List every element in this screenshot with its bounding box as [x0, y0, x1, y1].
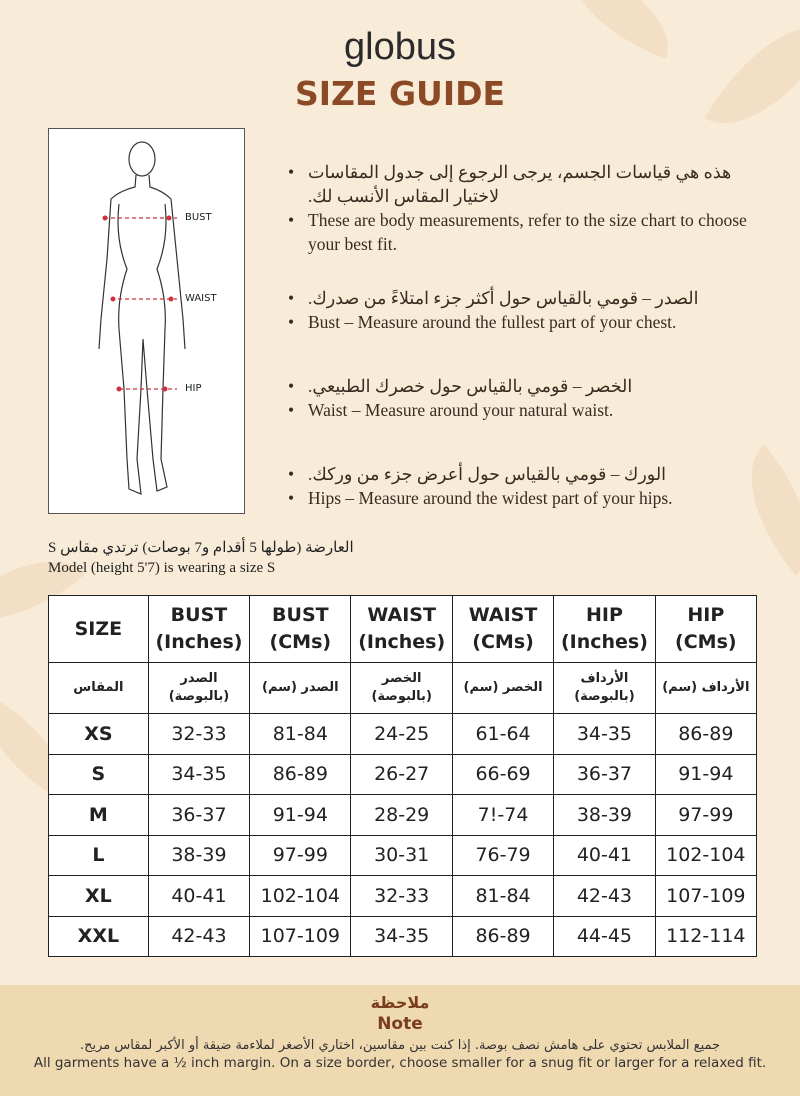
size-cell: XS: [49, 714, 149, 755]
model-info-en: Model (height 5'7) is wearing a size S: [48, 560, 276, 576]
measurement-cell: 30-31: [351, 835, 452, 876]
column-header: [655, 596, 756, 663]
table-row: [49, 876, 757, 917]
measurement-cell: 102-104: [655, 835, 756, 876]
measurement-cell: 107-109: [655, 876, 756, 917]
measurement-cell: 97-99: [655, 795, 756, 836]
bust-label: BUST: [185, 212, 212, 223]
instruction-ar: • هذه هي قياسات الجسم، يرجى الرجوع إلى جدول المقاسات لاختيار المقاس الأنسب لك.: [288, 160, 748, 208]
measurement-cell: 81-84: [250, 714, 351, 755]
column-header-title: HIP: [585, 604, 623, 626]
instruction-ar: • الورك – قومي بالقياس حول أعرض جزء من وركك.: [288, 462, 748, 486]
measurement-cell: 97-99: [250, 835, 351, 876]
column-header: [250, 596, 351, 663]
column-header-unit: (CMs): [472, 631, 534, 653]
page-title: SIZE GUIDE: [294, 74, 506, 113]
column-header-unit: (CMs): [269, 631, 332, 653]
size-cell: XL: [49, 876, 149, 917]
column-header: [148, 596, 249, 663]
column-header-title: WAIST: [367, 604, 436, 626]
size-cell: M: [49, 795, 149, 836]
model-info: [48, 538, 354, 578]
instruction-en: • These are body measurements, refer to the size chart to choose your best fit.: [288, 208, 748, 256]
instruction-en: • Waist – Measure around your natural waist.: [288, 398, 748, 422]
column-header-unit: (CMs): [675, 631, 737, 653]
measurement-cell: 28-29: [351, 795, 452, 836]
table-row: [49, 916, 757, 957]
column-header: [49, 596, 149, 663]
measurement-cell: 61-64: [452, 714, 553, 755]
instruction-en: • Bust – Measure around the fullest part of your chest.: [288, 310, 748, 334]
measurement-cell: 91-94: [250, 795, 351, 836]
instruction-en: • Hips – Measure around the widest part of your hips.: [288, 486, 748, 510]
measurement-cell: 38-39: [148, 835, 249, 876]
column-header-ar: الصدر (بالبوصة): [148, 663, 249, 714]
measurement-cell: 44-45: [554, 916, 655, 957]
waist-label: WAIST: [185, 293, 217, 304]
instruction-ar: • الخصر – قومي بالقياس حول خصرك الطبيعي.: [288, 374, 748, 398]
measurement-cell: 81-84: [452, 876, 553, 917]
measurement-cell: 36-37: [148, 795, 249, 836]
measurement-cell: 40-41: [148, 876, 249, 917]
measurement-cell: 66-69: [452, 754, 553, 795]
table-row: [49, 754, 757, 795]
column-header-unit: (Inches): [560, 631, 648, 653]
note-section: [0, 985, 800, 1096]
measurement-cell: 36-37: [554, 754, 655, 795]
brand-logo: globus: [344, 26, 456, 68]
measurement-cell: 24-25: [351, 714, 452, 755]
measurement-cell: 42-43: [554, 876, 655, 917]
measurement-cell: 86-89: [250, 754, 351, 795]
column-header-ar: الخصر (سم): [452, 663, 553, 714]
measurement-cell: 26-27: [351, 754, 452, 795]
size-cell: L: [49, 835, 149, 876]
table-row: [49, 835, 757, 876]
column-header: [554, 596, 655, 663]
column-header-title: BUST: [272, 604, 329, 626]
measurement-instructions: [288, 160, 748, 532]
measurement-cell: 32-33: [148, 714, 249, 755]
column-header-ar: الأرداف (سم): [655, 663, 756, 714]
column-header-unit: (Inches): [358, 631, 446, 653]
measurement-cell: 86-89: [655, 714, 756, 755]
note-title-en: Note: [377, 1014, 423, 1034]
measurement-cell: 40-41: [554, 835, 655, 876]
column-header-unit: (Inches): [155, 631, 243, 653]
measurement-cell: 112-114: [655, 916, 756, 957]
measurement-cell: 7!-74: [452, 795, 553, 836]
instruction-ar: • الصدر – قومي بالقياس حول أكثر جزء امتلاءً من صدرك.: [288, 286, 748, 310]
table-row: [49, 714, 757, 755]
body-figure: [48, 128, 245, 514]
column-header-title: SIZE: [74, 617, 123, 640]
measurement-cell: 34-35: [148, 754, 249, 795]
column-header-ar: المقاس: [49, 663, 149, 714]
measurement-cell: 107-109: [250, 916, 351, 957]
column-header: [351, 596, 452, 663]
size-cell: S: [49, 754, 149, 795]
column-header-title: HIP: [687, 604, 725, 626]
measurement-cell: 32-33: [351, 876, 452, 917]
hip-label: HIP: [185, 383, 202, 394]
measurement-cell: 76-79: [452, 835, 553, 876]
measurement-cell: 34-35: [554, 714, 655, 755]
note-text-en: All garments have a ½ inch margin. On a size border, choose smaller for a snug fit or larger for a relaxed fit.: [33, 1055, 767, 1071]
measurement-cell: 42-43: [148, 916, 249, 957]
size-cell: XXL: [49, 916, 149, 957]
column-header-title: BUST: [170, 604, 228, 626]
note-text-ar: جميع الملابس تحتوي على هامش نصف بوصة. إذا كنت بين مقاسين، اختاري الأصغر لملاءمة ضيقة أو الأكبر لمقاس مريح.: [79, 1038, 721, 1053]
model-info-ar: العارضة (طولها 5 أقدام و7 بوصات) ترتدي مقاس S: [48, 540, 354, 556]
measurement-cell: 38-39: [554, 795, 655, 836]
column-header-ar: الخصر (بالبوصة): [351, 663, 452, 714]
measurement-cell: 91-94: [655, 754, 756, 795]
measurement-cell: 86-89: [452, 916, 553, 957]
column-header: [452, 596, 553, 663]
column-header-ar: الأرداف (بالبوصة): [554, 663, 655, 714]
table-row: [49, 795, 757, 836]
measurement-cell: 102-104: [250, 876, 351, 917]
column-header-ar: الصدر (سم): [250, 663, 351, 714]
size-table: [48, 595, 757, 957]
measurement-cell: 34-35: [351, 916, 452, 957]
column-header-title: WAIST: [468, 604, 538, 626]
note-title-ar: ملاحظة: [370, 993, 430, 1012]
